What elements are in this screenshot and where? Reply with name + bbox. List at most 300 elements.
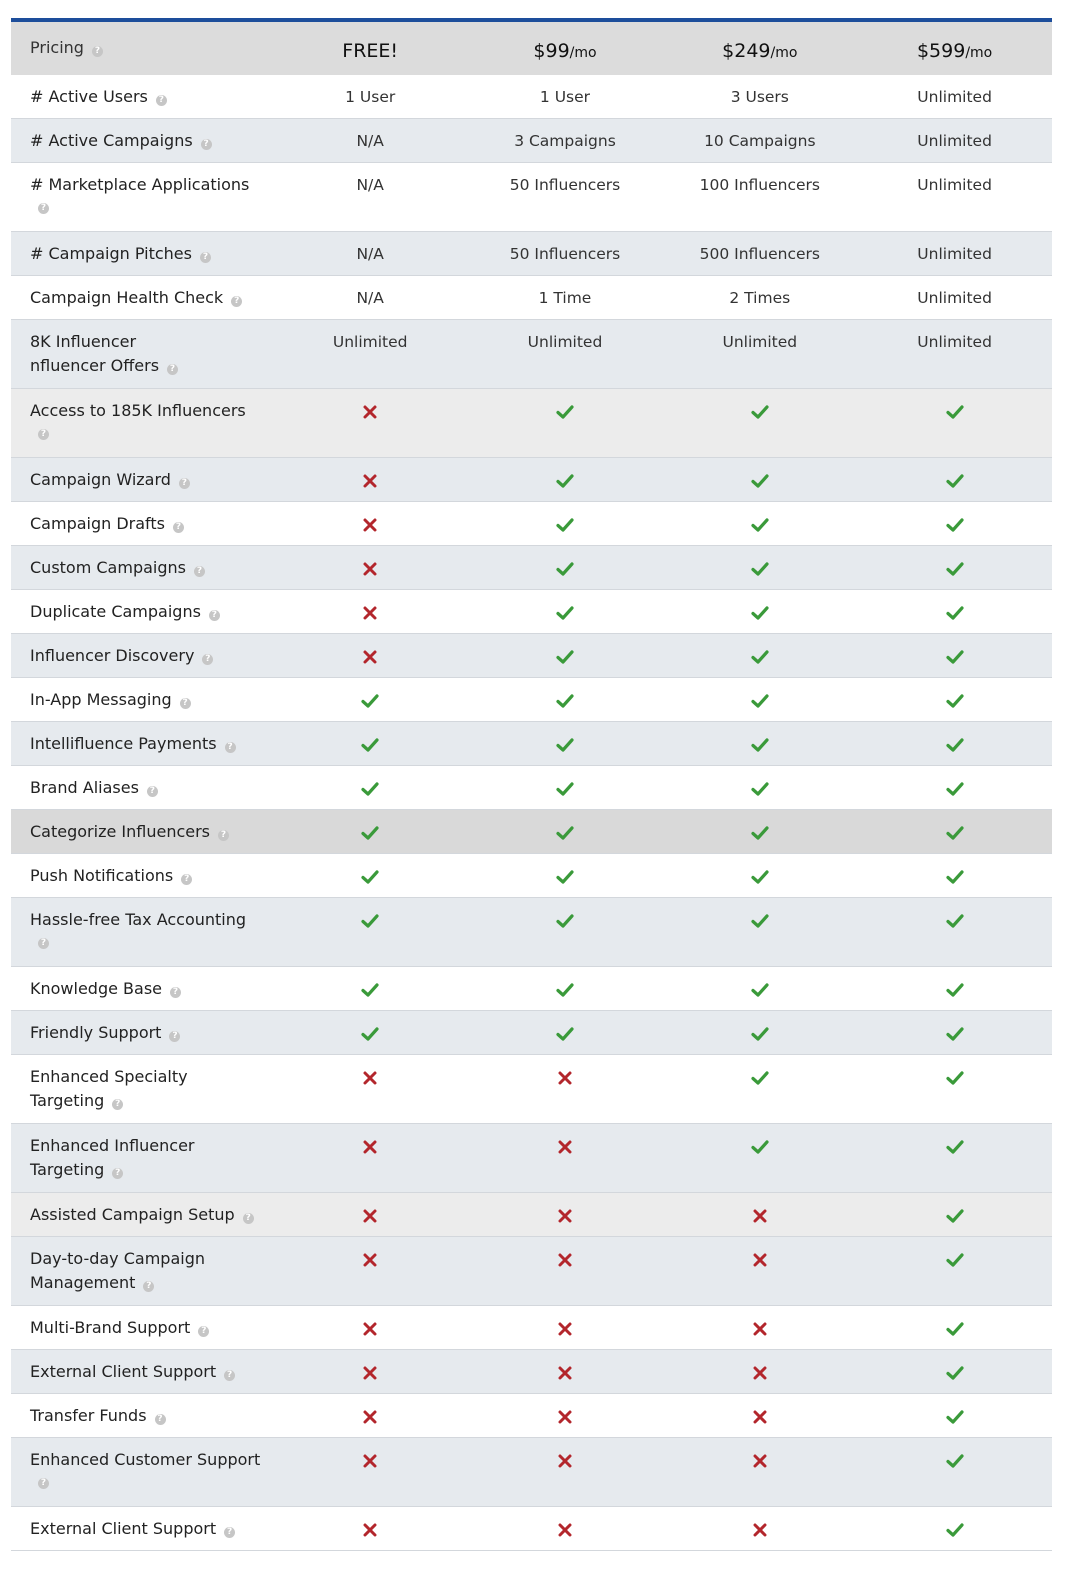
check-icon [751, 1068, 769, 1086]
check-icon [946, 1250, 964, 1268]
feature-label [11, 854, 273, 897]
check-icon [946, 1363, 964, 1381]
check-icon [361, 735, 379, 753]
plan-cell [662, 1438, 857, 1506]
check-icon [361, 911, 379, 929]
check-icon [556, 823, 574, 841]
feature-row [11, 502, 1052, 546]
help-icon[interactable]: ? [224, 1370, 235, 1381]
help-icon[interactable]: ? [180, 698, 191, 709]
plan-value: 100 Influencers [699, 176, 820, 194]
plan-cell [857, 1055, 1052, 1123]
plan-cell [468, 389, 663, 457]
cross-icon [556, 1520, 574, 1538]
feature-label [11, 898, 273, 966]
plan-cell [273, 967, 468, 1010]
help-icon[interactable]: ? [169, 1031, 180, 1042]
plan-value: 3 Campaigns [514, 132, 616, 150]
feature-label [11, 1237, 273, 1305]
plan-cell [662, 967, 857, 1010]
cross-icon [361, 559, 379, 577]
plan-cell [468, 232, 663, 275]
check-icon [556, 559, 574, 577]
plan-cell [857, 1193, 1052, 1236]
feature-label [11, 678, 273, 721]
check-icon [556, 1024, 574, 1042]
check-icon [751, 647, 769, 665]
help-icon[interactable]: ? [173, 522, 184, 533]
cross-icon [751, 1451, 769, 1469]
plan-cell [468, 1124, 663, 1192]
plan-price-unit: /mo [965, 45, 993, 61]
plan-cell [662, 898, 857, 966]
feature-row [11, 1306, 1052, 1350]
plan-cell [857, 163, 1052, 231]
plan-cell [273, 810, 468, 853]
feature-rows [11, 75, 1052, 1551]
help-icon[interactable]: ? [243, 1213, 254, 1224]
plan-cell [662, 1055, 857, 1123]
check-icon [556, 603, 574, 621]
check-icon [751, 603, 769, 621]
help-icon[interactable]: ? [156, 95, 167, 106]
cross-icon [361, 402, 379, 420]
plan-cell [468, 1394, 663, 1437]
plan-cell [857, 276, 1052, 319]
help-icon[interactable]: ? [198, 1326, 209, 1337]
feature-row [11, 634, 1052, 678]
help-icon[interactable]: ? [112, 1168, 123, 1179]
check-icon [946, 980, 964, 998]
cross-icon [361, 1520, 379, 1538]
plan-cell [662, 502, 857, 545]
feature-row [11, 458, 1052, 502]
feature-row [11, 232, 1052, 276]
cross-icon [556, 1451, 574, 1469]
plan-cell [468, 898, 663, 966]
feature-label [11, 232, 273, 275]
feature-label [11, 119, 273, 162]
check-icon [556, 911, 574, 929]
plan-cell [468, 1011, 663, 1054]
check-icon [361, 1024, 379, 1042]
cross-icon [556, 1250, 574, 1268]
feature-label-text: Influencer Discovery [30, 646, 195, 665]
cross-icon [751, 1206, 769, 1224]
check-icon [946, 735, 964, 753]
check-icon [751, 735, 769, 753]
check-icon [946, 691, 964, 709]
cross-icon [556, 1068, 574, 1086]
plan-cell [857, 119, 1052, 162]
help-icon[interactable]: ? [38, 1478, 49, 1489]
plan-cell [857, 1306, 1052, 1349]
feature-label-text: Campaign Drafts [30, 514, 166, 533]
cross-icon [361, 1206, 379, 1224]
feature-row [11, 766, 1052, 810]
plan-cell [662, 163, 857, 231]
plan-cell [273, 1438, 468, 1506]
feature-row [11, 967, 1052, 1011]
feature-row [11, 389, 1052, 458]
plan-cell [468, 546, 663, 589]
plan-cell [468, 119, 663, 162]
plan-cell [857, 766, 1052, 809]
plan-cell [662, 722, 857, 765]
feature-row [11, 678, 1052, 722]
feature-label-text: Day-to-day Campaign Management [30, 1249, 205, 1292]
check-icon [946, 1319, 964, 1337]
help-icon[interactable]: ? [200, 252, 211, 263]
plan-cell [273, 458, 468, 501]
plan-cell [468, 1350, 663, 1393]
plan-cell [662, 590, 857, 633]
plan-cell [662, 854, 857, 897]
feature-row [11, 546, 1052, 590]
feature-label-text: Push Notifications [30, 866, 174, 885]
feature-row [11, 1237, 1052, 1306]
plan-cell [273, 1011, 468, 1054]
feature-row [11, 1055, 1052, 1124]
plan-price-unit: /mo [569, 45, 597, 61]
check-icon [751, 515, 769, 533]
plan-cell [468, 590, 663, 633]
plan-cell [662, 810, 857, 853]
cross-icon [751, 1319, 769, 1337]
plan-price: $249 [722, 40, 771, 62]
plan-value: 500 Influencers [699, 245, 820, 263]
feature-label [11, 1306, 273, 1349]
plan-cell [857, 1237, 1052, 1305]
plan-cell [273, 1306, 468, 1349]
plan-cell [662, 766, 857, 809]
plan-cell [662, 1124, 857, 1192]
check-icon [751, 1137, 769, 1155]
feature-label-text: Enhanced Specialty Targeting [30, 1067, 188, 1110]
cross-icon [361, 471, 379, 489]
feature-label-text: Campaign Health Check [30, 288, 224, 307]
pricing-table [11, 18, 1052, 1551]
check-icon [946, 1451, 964, 1469]
feature-label-text: Knowledge Base [30, 979, 162, 998]
check-icon [946, 402, 964, 420]
plan-cell [468, 678, 663, 721]
help-icon[interactable]: ? [202, 654, 213, 665]
check-icon [751, 911, 769, 929]
plan-cell [662, 119, 857, 162]
help-icon[interactable]: ? [181, 874, 192, 885]
plan-value: Unlimited [917, 132, 992, 150]
feature-label [11, 1055, 273, 1123]
plan-value: Unlimited [917, 245, 992, 263]
check-icon [751, 402, 769, 420]
cross-icon [751, 1250, 769, 1268]
feature-label-text: Duplicate Campaigns [30, 602, 201, 621]
plan-cell [468, 854, 663, 897]
help-icon[interactable]: ? [38, 429, 49, 440]
feature-label [11, 1350, 273, 1393]
plan-cell [468, 1306, 663, 1349]
plan-price-599 [857, 22, 1052, 75]
feature-label-text: External Client Support [30, 1362, 217, 1381]
plan-value: Unlimited [332, 333, 408, 351]
plan-cell [662, 389, 857, 457]
help-icon[interactable]: ? [225, 742, 236, 753]
feature-label-text: Enhanced Customer Support [30, 1450, 261, 1469]
help-icon[interactable]: ? [218, 830, 229, 841]
plan-cell [662, 320, 857, 388]
feature-label-text: 8K Influencer nfluencer Offers [30, 332, 160, 375]
plan-cell [273, 546, 468, 589]
cross-icon [361, 1363, 379, 1381]
cross-icon [751, 1363, 769, 1381]
check-icon [361, 823, 379, 841]
plan-cell [662, 276, 857, 319]
plan-cell [273, 1055, 468, 1123]
feature-label [11, 590, 273, 633]
plan-cell [468, 458, 663, 501]
feature-label [11, 320, 273, 388]
plan-cell [273, 75, 468, 118]
check-icon [946, 823, 964, 841]
feature-label-text: Categorize Influencers [30, 822, 211, 841]
help-icon[interactable]: ? [231, 296, 242, 307]
cross-icon [361, 1451, 379, 1469]
feature-label-text: In-App Messaging [30, 690, 172, 709]
check-icon [946, 1520, 964, 1538]
feature-label [11, 722, 273, 765]
feature-row [11, 590, 1052, 634]
feature-label [11, 1507, 273, 1550]
plan-cell [662, 1237, 857, 1305]
plan-price-unit: /mo [770, 45, 798, 61]
cross-icon [556, 1363, 574, 1381]
plan-cell [468, 1438, 663, 1506]
feature-label [11, 546, 273, 589]
help-icon[interactable]: ? [224, 1527, 235, 1538]
help-icon[interactable]: ? [112, 1099, 123, 1110]
check-icon [556, 735, 574, 753]
feature-row [11, 1193, 1052, 1237]
plan-value: Unlimited [917, 176, 992, 194]
plan-cell [468, 810, 663, 853]
pricing-label-text: Pricing [30, 38, 84, 57]
plan-price: FREE! [342, 40, 399, 62]
plan-cell [857, 1124, 1052, 1192]
feature-label-text: Hassle-free Tax Accounting [30, 910, 247, 929]
check-icon [946, 1206, 964, 1224]
help-icon[interactable]: ? [201, 139, 212, 150]
plan-cell [468, 1237, 663, 1305]
plan-price-249 [662, 22, 857, 75]
feature-row [11, 1350, 1052, 1394]
check-icon [946, 559, 964, 577]
feature-label [11, 1011, 273, 1054]
help-icon[interactable]: ? [170, 987, 181, 998]
plan-cell [273, 1394, 468, 1437]
feature-label [11, 458, 273, 501]
plan-cell [273, 502, 468, 545]
plan-cell [468, 1507, 663, 1550]
plan-cell [468, 320, 663, 388]
check-icon [946, 647, 964, 665]
plan-cell [857, 898, 1052, 966]
plan-price-free [273, 22, 468, 75]
feature-label [11, 634, 273, 677]
plan-cell [857, 232, 1052, 275]
cross-icon [556, 1137, 574, 1155]
plan-value: 2 Times [729, 289, 791, 307]
check-icon [751, 867, 769, 885]
plan-cell [857, 1507, 1052, 1550]
check-icon [751, 1024, 769, 1042]
feature-label [11, 1394, 273, 1437]
plan-cell [273, 678, 468, 721]
plan-cell [857, 634, 1052, 677]
check-icon [751, 471, 769, 489]
plan-cell [273, 1124, 468, 1192]
plan-cell [662, 546, 857, 589]
check-icon [361, 867, 379, 885]
plan-cell [273, 590, 468, 633]
plan-cell [662, 458, 857, 501]
plan-value: 1 User [539, 88, 591, 106]
pricing-header-row [11, 22, 1052, 75]
help-icon[interactable]: ? [147, 786, 158, 797]
feature-label-text: Enhanced Influencer Targeting [30, 1136, 195, 1179]
help-icon[interactable]: ? [167, 364, 178, 375]
check-icon [946, 603, 964, 621]
feature-row [11, 276, 1052, 320]
plan-cell [468, 967, 663, 1010]
plan-value: Unlimited [917, 333, 992, 351]
feature-label [11, 163, 273, 231]
cross-icon [361, 1137, 379, 1155]
pricing-label [11, 22, 273, 75]
plan-cell [857, 590, 1052, 633]
feature-label [11, 502, 273, 545]
help-icon[interactable]: ? [155, 1414, 166, 1425]
plan-cell [273, 163, 468, 231]
plan-cell [468, 1193, 663, 1236]
plan-cell [857, 722, 1052, 765]
feature-label [11, 967, 273, 1010]
plan-cell [857, 854, 1052, 897]
cross-icon [361, 647, 379, 665]
plan-value: Unlimited [527, 333, 603, 351]
plan-cell [857, 546, 1052, 589]
plan-cell [662, 634, 857, 677]
help-icon[interactable]: ? [38, 938, 49, 949]
help-icon[interactable]: ? [179, 478, 190, 489]
check-icon [946, 1068, 964, 1086]
plan-cell [273, 1193, 468, 1236]
cross-icon [556, 1206, 574, 1224]
plan-cell [662, 75, 857, 118]
plan-cell [857, 320, 1052, 388]
plan-cell [468, 722, 663, 765]
feature-label-text: External Client Support [30, 1519, 217, 1538]
check-icon [751, 823, 769, 841]
feature-row [11, 722, 1052, 766]
plan-cell [857, 1350, 1052, 1393]
feature-row [11, 898, 1052, 967]
cross-icon [556, 1407, 574, 1425]
check-icon [946, 471, 964, 489]
plan-cell [662, 678, 857, 721]
plan-value: Unlimited [917, 88, 992, 106]
plan-cell [857, 1011, 1052, 1054]
help-icon[interactable]: ? [194, 566, 205, 577]
check-icon [556, 402, 574, 420]
plan-cell [273, 1507, 468, 1550]
feature-label [11, 810, 273, 853]
help-icon[interactable]: ? [92, 46, 103, 57]
feature-row [11, 1507, 1052, 1551]
plan-cell [468, 1055, 663, 1123]
cross-icon [361, 1319, 379, 1337]
help-icon[interactable]: ? [209, 610, 220, 621]
feature-label-text: Multi-Brand Support [30, 1318, 191, 1337]
plan-value: 50 Influencers [509, 245, 621, 263]
plan-cell [273, 854, 468, 897]
help-icon[interactable]: ? [38, 203, 49, 214]
check-icon [751, 559, 769, 577]
check-icon [556, 980, 574, 998]
feature-row [11, 854, 1052, 898]
cross-icon [361, 1068, 379, 1086]
check-icon [556, 779, 574, 797]
feature-label [11, 1438, 273, 1506]
check-icon [751, 691, 769, 709]
plan-cell [273, 232, 468, 275]
plan-value: 1 Time [538, 289, 592, 307]
feature-label-text: # Active Users [30, 87, 148, 106]
plan-price: $99 [533, 40, 570, 62]
cross-icon [751, 1520, 769, 1538]
plan-price: $599 [916, 40, 966, 62]
feature-row [11, 1011, 1052, 1055]
plan-cell [468, 75, 663, 118]
feature-label [11, 389, 273, 457]
feature-label-text: Custom Campaigns [30, 558, 186, 577]
feature-label-text: Brand Aliases [30, 778, 139, 797]
plan-value: N/A [356, 289, 384, 307]
feature-label [11, 1124, 273, 1192]
plan-cell [857, 967, 1052, 1010]
cross-icon [361, 603, 379, 621]
feature-label-text: Access to 185K Influencers [30, 401, 246, 420]
check-icon [946, 1024, 964, 1042]
plan-price-99 [468, 22, 663, 75]
plan-value: 3 Users [730, 88, 789, 106]
plan-cell [273, 634, 468, 677]
plan-value: N/A [356, 176, 384, 194]
feature-row [11, 810, 1052, 854]
plan-cell [662, 1350, 857, 1393]
feature-label [11, 276, 273, 319]
plan-value: Unlimited [722, 333, 798, 351]
plan-cell [857, 1394, 1052, 1437]
feature-label-text: Friendly Support [30, 1023, 162, 1042]
plan-cell [468, 766, 663, 809]
help-icon[interactable]: ? [143, 1281, 154, 1292]
feature-row [11, 163, 1052, 232]
plan-cell [273, 320, 468, 388]
feature-label-text: Intellifluence Payments [30, 734, 217, 753]
feature-label-text: # Active Campaigns [30, 131, 193, 150]
check-icon [751, 980, 769, 998]
